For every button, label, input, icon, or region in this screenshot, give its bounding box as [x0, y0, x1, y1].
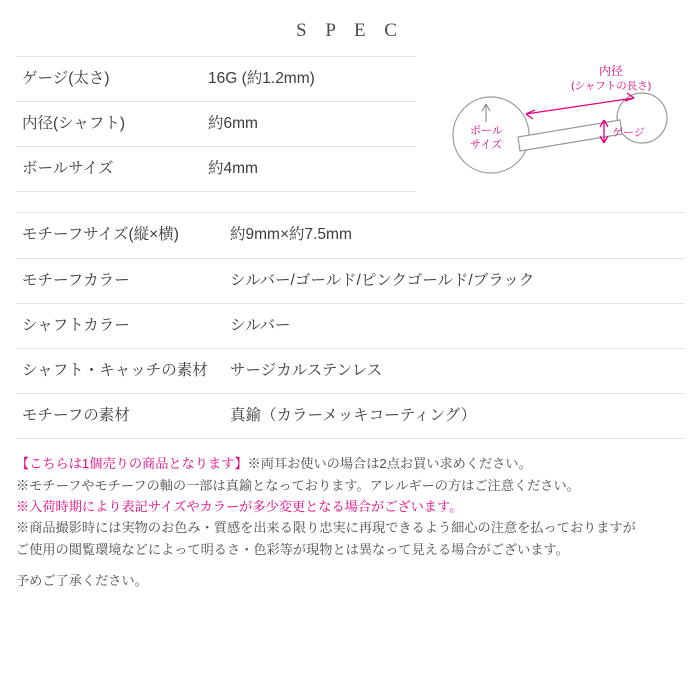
- spec-value: シルバー/ゴールド/ピンクゴールド/ブラック: [230, 271, 535, 289]
- spec-table-bottom: [16, 212, 684, 439]
- page-title: S P E C: [296, 20, 404, 41]
- spec-key: 内径(シャフト): [22, 115, 126, 133]
- spec-value: サージカルステンレス: [230, 361, 383, 379]
- note-text: ※両耳お使いの場合は2点お買い求めください。: [247, 456, 532, 472]
- note-line-1: [16, 453, 684, 474]
- note-line-3: ※入荷時期により表記サイズやカラーが多少変更となる場合がございます。: [16, 498, 463, 514]
- table-row: [16, 348, 684, 393]
- table-row: [16, 303, 684, 348]
- spec-value: 16G (約1.2mm): [208, 70, 315, 87]
- jewelry-dimension-diagram: [444, 58, 690, 188]
- note-line-6: 予めご了承ください。: [16, 573, 148, 588]
- svg-text:内径: 内径: [599, 64, 624, 78]
- svg-text:ゲージ: ゲージ: [612, 127, 645, 139]
- spec-value: 約9mm×約7.5mm: [230, 226, 352, 244]
- note-line-2: ※モチーフやモチーフの軸の一部は真鍮となっております。アレルギーの方はご注意ください。: [16, 477, 580, 493]
- table-row: [16, 57, 416, 102]
- svg-text:(シャフトの長さ): (シャフトの長さ): [571, 80, 652, 92]
- notes-block: [16, 453, 684, 591]
- table-row: [16, 102, 416, 147]
- spec-key: モチーフカラー: [22, 271, 130, 289]
- spec-value: シルバー: [230, 316, 291, 334]
- note-highlight: 【こちらは1個売りの商品となります】: [16, 456, 248, 472]
- spec-key: モチーフサイズ(縦×横): [22, 226, 179, 244]
- note-line-4: ※商品撮影時には実物のお色み・質感を出来る限り忠実に再現できるよう細心の注意を払っておりますが: [16, 520, 636, 536]
- note-line-5: ご使用の閲覧環境などによって明るさ・色彩等が現物とは異なって見える場合がございます。: [16, 541, 569, 557]
- spec-key: シャフトカラー: [22, 316, 130, 334]
- table-row: [16, 147, 416, 192]
- table-row: [16, 393, 684, 438]
- spec-value: 約4mm: [208, 160, 258, 178]
- table-row: [16, 213, 684, 258]
- table-spacer: [0, 192, 700, 212]
- spec-value: 真鍮（カラーメッキコーティング）: [230, 406, 477, 424]
- spec-table-top: [16, 56, 416, 192]
- svg-text:サイズ: サイズ: [470, 139, 503, 151]
- table-row: [16, 258, 684, 303]
- svg-text:ボール: ボール: [470, 125, 503, 137]
- spec-key: モチーフの素材: [22, 406, 130, 424]
- spec-key: シャフト・キャッチの素材: [22, 361, 208, 379]
- spec-key: ゲージ(太さ): [22, 70, 110, 87]
- spec-value: 約6mm: [208, 115, 258, 133]
- spec-key: ボールサイズ: [22, 160, 114, 178]
